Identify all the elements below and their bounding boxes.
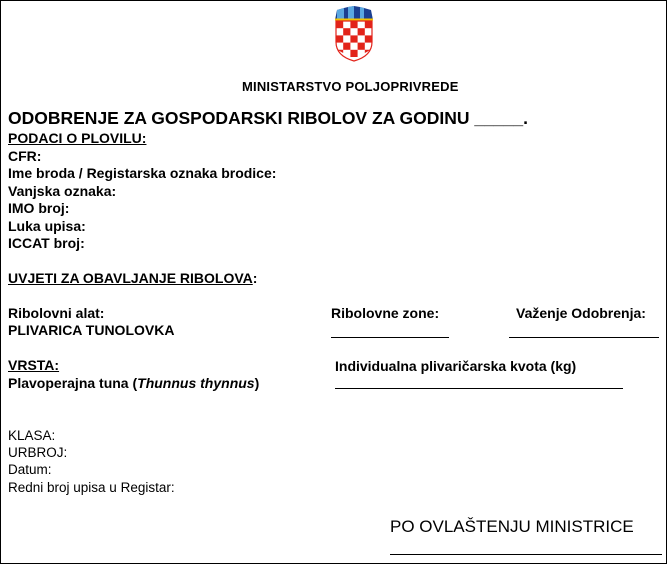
signature-label: PO OVLAŠTENJU MINISTRICE — [390, 517, 634, 536]
quota-underline — [335, 388, 623, 389]
field-klasa: KLASA: — [8, 428, 56, 443]
title-text: ODOBRENJE ZA GOSPODARSKI RIBOLOV ZA GODINU — [8, 108, 470, 128]
field-vessel-name: Ime broda / Registarska oznaka brodice: — [8, 165, 277, 181]
crown — [335, 6, 373, 21]
validity-label: Važenje Odobrenja: — [516, 305, 646, 321]
field-external-mark: Vanjska oznaka: — [8, 183, 117, 199]
species-name-suffix: ) — [254, 375, 260, 391]
field-iccat-number: ICCAT broj: — [8, 235, 85, 251]
species-name-prefix: Plavoperajna tuna ( — [8, 375, 138, 391]
checkerboard — [336, 21, 372, 57]
field-port: Luka upisa: — [8, 218, 86, 234]
signature-line — [390, 554, 662, 555]
field-urbroj: URBROJ: — [8, 445, 68, 460]
conditions-heading-text: UVJETI ZA OBAVLJANJE RIBOLOVA — [8, 270, 253, 286]
field-imo-number: IMO broj: — [8, 200, 70, 216]
croatian-coat-of-arms-icon — [332, 6, 376, 62]
field-cfr: CFR: — [8, 148, 42, 164]
conditions-heading-colon: : — [252, 270, 258, 286]
quota-label: Individualna plivaričarska kvota (kg) — [335, 358, 577, 374]
document-title — [8, 108, 528, 129]
title-end: . — [523, 108, 528, 128]
zones-label: Ribolovne zone: — [331, 305, 440, 321]
field-date: Datum: — [8, 462, 52, 477]
species-heading: VRSTA: — [8, 357, 60, 373]
validity-underline — [509, 337, 659, 338]
gear-label: Ribolovni alat: — [8, 305, 105, 321]
species-name — [8, 375, 259, 391]
title-year-blank: _____ — [474, 108, 524, 128]
ministry-name: MINISTARSTVO POLJOPRIVREDE — [242, 79, 459, 94]
gear-value: PLIVARICA TUNOLOVKA — [8, 322, 175, 338]
conditions-heading — [8, 270, 257, 286]
field-registry-number: Redni broj upisa u Registar: — [8, 480, 175, 495]
vessel-heading: PODACI O PLOVILU: — [8, 130, 147, 146]
species-latin-name: Thunnus thynnus — [137, 375, 255, 391]
zones-underline — [331, 337, 449, 338]
